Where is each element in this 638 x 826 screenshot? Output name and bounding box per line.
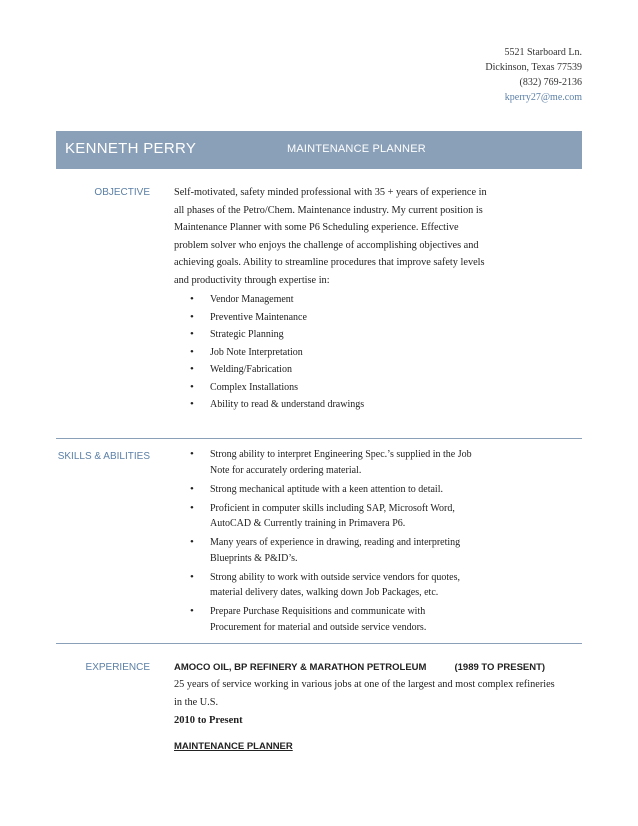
experience-label: EXPERIENCE xyxy=(85,662,150,673)
employer-heading xyxy=(174,662,545,673)
contact-email-link[interactable]: kperry27@me.com xyxy=(504,92,582,103)
list-item: • Strong ability to interpret Engineering Spec.’s supplied in the Job Note for accurately ordering material. xyxy=(174,447,472,478)
list-item: • Proficient in computer skills including SAP, Microsoft Word, AutoCAD & Currently training in Primavera P6. xyxy=(174,501,472,532)
job-title: MAINTENANCE PLANNER xyxy=(174,741,293,752)
section-divider xyxy=(56,438,582,439)
employment-years: (1989 TO PRESENT) xyxy=(454,662,546,673)
employer-name: AMOCO OIL, BP REFINERY & MARATHON PETROLEUM xyxy=(174,662,427,673)
objective-line: all phases of the Petro/Chem. Maintenance industry. My current position is xyxy=(174,204,483,216)
list-item: • Job Note Interpretation xyxy=(174,344,364,362)
candidate-title: MAINTENANCE PLANNER xyxy=(287,143,426,155)
list-item: • Complex Installations xyxy=(174,379,364,397)
skills-label: SKILLS & ABILITIES xyxy=(57,451,150,462)
experience-summary xyxy=(174,676,594,711)
list-item: • Strong ability to work with outside service vendors for quotes, material delivery dates, walking down Job Packages, etc. xyxy=(174,570,472,601)
contact-city: Dickinson, Texas 77539 xyxy=(485,62,582,73)
skills-list xyxy=(174,447,472,639)
list-item: • Welding/Fabrication xyxy=(174,361,364,379)
list-item: • Ability to read & understand drawings xyxy=(174,396,364,414)
list-item: • Vendor Management xyxy=(174,291,364,309)
list-item: • Prepare Purchase Requisitions and communicate with Procurement for material and outside service vendors. xyxy=(174,604,472,635)
summary-line: 25 years of service working in various jobs at one of the largest and most complex refineries xyxy=(174,679,555,690)
contact-phone: (832) 769-2136 xyxy=(519,77,582,88)
objective-label: OBJECTIVE xyxy=(94,187,150,198)
objective-line: Self-motivated, safety minded professional with 35 + years of experience in xyxy=(174,187,487,198)
contact-street: 5521 Starboard Ln. xyxy=(504,47,582,58)
objective-line: achieving goals. Ability to streamline procedures that improve safety levels xyxy=(174,257,485,268)
list-item: • Many years of experience in drawing, reading and interpreting Blueprints & P&ID’s. xyxy=(174,535,472,566)
section-divider xyxy=(56,643,582,644)
objective-line: and productivity through expertise in: xyxy=(174,274,330,286)
objective-line: problem solver who enjoys the challenge of accomplishing objectives and xyxy=(174,239,479,251)
candidate-name: KENNETH PERRY xyxy=(65,140,197,157)
contact-block xyxy=(485,45,582,105)
list-item: • Strong mechanical aptitude with a keen attention to detail. xyxy=(174,482,472,498)
objective-paragraph xyxy=(174,184,514,289)
list-item: • Strategic Planning xyxy=(174,326,364,344)
expertise-list xyxy=(174,291,364,414)
name-banner xyxy=(56,131,582,169)
list-item: • Preventive Maintenance xyxy=(174,309,364,327)
objective-line: Maintenance Planner with some P6 Scheduling experience. Effective xyxy=(174,222,459,233)
summary-line: in the U.S. xyxy=(174,696,219,708)
job-period: 2010 to Present xyxy=(174,715,243,726)
